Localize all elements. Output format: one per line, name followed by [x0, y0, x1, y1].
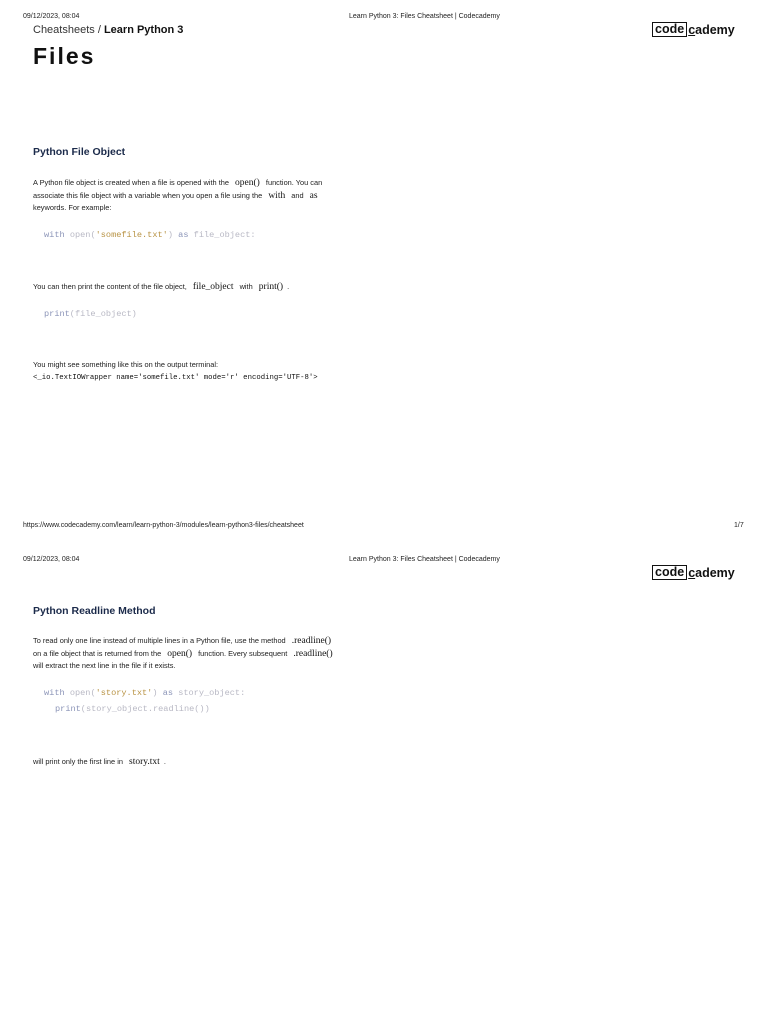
print-title-page2: Learn Python 3: Files Cheatsheet | Codecademy: [349, 556, 500, 563]
file-object-description: A Python file object is created when a file is opened with the open() function. You can associate this file object with a variable when you open a file using the with and as keywords. For example:: [33, 178, 323, 212]
inline-code-readline-2: .readline(): [293, 648, 333, 659]
section-heading-file-object: Python File Object: [33, 146, 126, 158]
code-block-readline-line2: print(story_object.readline()): [55, 704, 210, 714]
print-date-page2: 09/12/2023, 08:04: [23, 556, 80, 563]
inline-code-file-object: file_object: [192, 282, 234, 292]
inline-code-with: with: [268, 190, 286, 201]
logo-rest-text: cademy: [688, 22, 735, 37]
breadcrumb-separator: /: [97, 24, 101, 36]
breadcrumb-course-link[interactable]: Learn Python 3: [103, 24, 184, 36]
inline-code-readline: .readline(): [291, 636, 332, 646]
terminal-output: <_io.TextIOWrapper name='somefile.txt' mode='r' encoding='UTF-8'>: [33, 374, 318, 382]
logo-rest-text: cademy: [688, 565, 735, 580]
print-title: Learn Python 3: Files Cheatsheet | Codecademy: [349, 13, 500, 20]
inline-code-open: open(): [167, 648, 193, 659]
inline-code-print: print(): [258, 282, 284, 292]
logo-box-text: code: [652, 22, 687, 37]
code-block-readline-line1: with open('story.txt') as story_object:: [44, 688, 246, 698]
inline-code-open: open(): [235, 178, 260, 188]
inline-code-as: as: [309, 190, 318, 201]
breadcrumb-root-link[interactable]: Cheatsheets: [33, 24, 95, 36]
page-title: Files: [33, 43, 96, 69]
print-file-object-description: You can then print the content of the file object, file_object with print() .: [33, 282, 290, 292]
code-block-open-file: with open('somefile.txt') as file_object:: [44, 230, 256, 240]
page-number: 1/7: [734, 522, 744, 529]
readline-description: To read only one line instead of multiple lines in a Python file, use the method .readline() on a file object that is returned from the open() function. Every subsequent .readline() will extract the next line in the file if it exists.: [33, 635, 343, 673]
output-terminal-description: You might see something like this on the output terminal:: [33, 360, 219, 369]
codecademy-logo-page2[interactable]: [652, 565, 735, 580]
code-block-print: print(file_object): [44, 309, 137, 319]
print-date: 09/12/2023, 08:04: [23, 13, 80, 20]
footer-url[interactable]: https://www.codecademy.com/learn/learn-python-3/modules/learn-python3-files/cheatsheet: [23, 522, 304, 529]
readline-result-description: will print only the first line in story.txt .: [33, 757, 166, 767]
section-heading-readline: Python Readline Method: [33, 605, 156, 617]
breadcrumb: [33, 24, 183, 36]
logo-box-text: code: [652, 565, 687, 580]
codecademy-logo[interactable]: [652, 22, 735, 37]
inline-code-story-txt: story.txt: [129, 757, 160, 767]
